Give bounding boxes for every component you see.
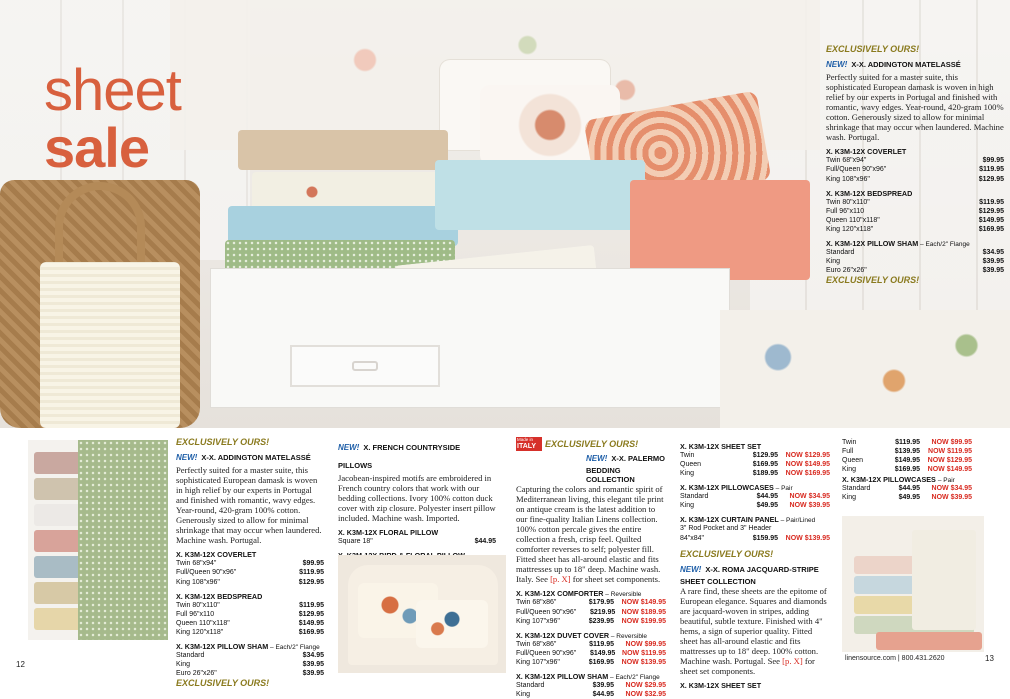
price: $44.95 [756,493,778,501]
price-row [680,451,830,460]
price: $169.95 [588,658,614,666]
page-ref-link[interactable]: [p. X] [782,655,803,666]
size-label: Twin 68"x86" [516,599,557,607]
price-row [338,537,496,546]
page-ref-link[interactable]: [p. X] [550,574,571,585]
price-row [176,660,324,669]
column-roma [680,437,830,690]
product-title: X. FRENCH COUNTRYSIDE PILLOWS [338,443,461,470]
price: $39.95 [302,670,324,678]
price-groups [826,147,1004,275]
sku-title: X. K3M-12X CURTAIN PANEL – Pair/Lined [680,515,816,525]
size-label: Euro 26"x26" [176,670,217,678]
price-row [516,640,666,649]
sku-title: X. K3M-12X COVERLET [176,550,257,560]
sku-title: X. K3M-12X BEDSPREAD [176,591,263,601]
price-row [516,681,666,690]
sale-price: NOW $119.95 [622,649,666,657]
size-label: Full/Queen 90"x96" [516,649,577,657]
pillows-chair-photo [338,555,506,673]
sale-price: NOW $29.95 [625,682,666,690]
sale-price: NOW $189.95 [621,608,666,616]
sku-title: X. K3M-12X FLORAL PILLOW [338,528,439,538]
page-number-left: 12 [16,660,25,669]
price: $239.95 [588,617,614,625]
price: $39.95 [302,661,324,669]
price-row [842,438,972,447]
price-row [826,175,1004,184]
roma-sheets-photo [842,516,984,652]
price-row [842,465,972,474]
price: $169.95 [978,225,1004,233]
column-addington [176,437,324,688]
price-row [516,658,666,667]
sku-title: X. K3M-12X BEDSPREAD [826,188,913,198]
sale-price: NOW $32.95 [625,691,666,699]
product-description: Perfectly suited for a master suite, this sophisticated European damask is woven in high relief by our experts in Portugal and finished with romantic, wavy edges. Year-round, 420-gram 100% cotton. Generously sized to allow for minimal shrinkage that may occur when laundered. Machine wash. Portugal. [176,465,322,546]
size-label: Twin [680,452,695,459]
price-row [842,456,972,465]
price: $119.95 [979,166,1004,174]
price: $179.95 [588,599,614,607]
price: $149.95 [589,649,616,657]
sheets-stack-photo [28,440,168,640]
size-label: Euro 26"x26" [826,267,867,275]
stack-tan [238,130,448,170]
price-row [680,492,830,501]
column-french-countryside [338,437,496,569]
floor-floral-sheet [720,310,1010,428]
price-row [176,628,324,637]
price-row [826,266,1004,275]
product-description: Perfectly suited for a master suite, this sophisticated European damask is woven in high relief by our experts in Portugal and finished with romantic, wavy edges. Year-round, 420-gram 100% cotton. Generously sized to allow for minimal shrinkage that may occur when laundered. Machine wash. Portugal. [826,72,1004,143]
price: $39.95 [592,682,614,690]
price-groups [176,550,324,678]
price-row [842,484,972,493]
size-label: Full/Queen 90"x96" [826,166,887,174]
sale-price: NOW $129.95 [927,457,972,465]
product-title-line2: BEDDING COLLECTION [586,466,635,484]
product-title-line2: SHEET COLLECTION [680,576,756,586]
sku-title: X. K3M-12X SHEET SET [680,681,762,691]
drawer-handle [352,361,378,371]
size-label: King 107"x96" [516,617,560,625]
price: $39.95 [982,258,1004,266]
size-label: Queen [842,457,864,465]
price-row [176,601,324,610]
sku-title: X. K3M-12X COMFORTER – Reversible [516,589,642,599]
sale-price: NOW $149.95 [621,599,666,607]
sku-title: X. K3M-12X SHEET SET [680,442,762,451]
sale-price: NOW $149.95 [927,466,972,474]
headline-line1: sheet [44,58,181,123]
size-label: Queen 110"x118" [826,216,880,224]
size-label: Twin 68"x94" [176,560,217,568]
price-groups [516,589,666,699]
price-row [516,649,666,658]
size-label: King [176,661,191,669]
price-row [516,608,666,617]
size-label: Standard [680,493,709,501]
price: $44.95 [898,485,920,493]
price: $129.95 [298,578,324,586]
size-label: Full 96"x110 [176,610,215,618]
price-row [176,568,324,577]
new-label: NEW! [680,564,702,574]
size-label: King [842,494,857,502]
price: $149.95 [298,619,324,627]
sku-title: X. K3M-12X COVERLET [826,147,907,157]
sale-price: NOW $39.95 [789,502,830,510]
price-row [826,225,1004,234]
price-rows [842,484,972,502]
sku-title: X. K3M-12X DUVET COVER – Reversible [516,630,647,640]
size-label: Full 96"x110 [826,207,865,215]
size-label: Full/Queen 90"x96" [176,569,237,577]
size-label: Full [842,448,854,456]
exclusive-label: EXCLUSIVELY OURS! [545,439,639,449]
size-label: Full/Queen 90"x96" [516,608,577,616]
price: $34.95 [982,248,1004,256]
italy-flag-badge: Made in ITALY [516,437,542,451]
size-label: Standard [516,682,545,690]
size-label: King 108"x96" [826,175,870,183]
footer-site: linensource.com | 800.431.2620 [845,655,945,662]
size-label: Twin 68"x94" [826,157,867,165]
price-row [680,460,830,469]
product-title: X-X. ADDINGTON MATELASSÉ [201,453,311,462]
sku-title: X. K3M-12X PILLOW SHAM – Each/2" Flange [826,238,970,248]
price-groups [680,442,830,524]
sku-title: X. K3M-12X PILLOW SHAM – Each/2" Flange [516,672,660,682]
price-row [826,198,1004,207]
size-label: King 107"x96" [516,658,560,666]
price: $169.95 [752,461,778,469]
size-label: King [516,691,531,699]
price: $119.95 [979,198,1004,206]
price: $44.95 [592,691,614,699]
product-title: X-X. ADDINGTON MATELASSÉ [851,60,961,69]
price-row [176,669,324,678]
price-row [176,578,324,587]
price: $119.95 [589,640,614,648]
headline-line2: sale [44,116,149,179]
price-row [826,156,1004,165]
curtain-note: 3" Rod Pocket and 3" Header [680,525,772,533]
price-row [516,617,666,626]
exclusive-label-end: EXCLUSIVELY OURS! [826,275,920,286]
price: $189.95 [752,470,778,478]
price-row [176,619,324,628]
product-title: X-X. ROMA JACQUARD-STRIPE [705,564,819,574]
price-row [842,493,972,502]
price-row [826,207,1004,216]
price-row [826,248,1004,257]
price-row [842,447,972,456]
knit-blanket [40,262,180,428]
sku-title: X. K3M-12X PILLOW SHAM – Each/2" Flange [176,642,320,652]
sale-price: NOW $149.95 [785,461,830,469]
size-label: Twin 80"x110" [826,198,870,206]
size-label: King [680,502,695,510]
new-label: NEW! [338,443,360,452]
product-description: Capturing the colors and romantic spirit of Mediterranean living, this elegant tile print on antique cream is the latest addition to our fine-quality Italian Linens collection. 100% cotton percale gives the entire collection a fresh, crisp feel. Quilted comforter reverses to self; polyester fill. Fitted sheet has all-around elastic and fits mattresses up to 18" deep. Machine wash. Italy. See [p. X] for sheet set components. [516,484,664,585]
price: $169.95 [298,628,324,636]
product-title: X-X. PALERMO [611,454,665,463]
new-label: NEW! [176,453,198,462]
price: $99.95 [982,157,1004,165]
price-row [176,610,324,619]
size-label: Twin 80"x110" [176,601,220,609]
price-rows [842,438,972,474]
price: $99.95 [302,560,324,568]
exclusive-label: EXCLUSIVELY OURS! [826,44,920,54]
price-row [516,598,666,607]
price-row [680,469,830,478]
sale-price: NOW $129.95 [785,452,830,459]
size-label: King [842,466,857,474]
size-label: Square 18" [338,538,373,546]
price-row: 84"x84" $159.95 NOW $139.95 [680,534,830,542]
size-label: Standard [826,248,855,256]
size-label: Queen 110"x118" [176,619,230,627]
new-label: NEW! [826,60,848,69]
sale-price: NOW $99.95 [625,640,666,648]
stack-light-blue [435,160,645,230]
price-row [176,651,324,660]
sku-title: X. K3M-12X PILLOWCASES – Pair [680,483,793,493]
sale-price: NOW $139.95 [621,658,666,666]
price: $129.95 [978,175,1004,183]
sku-title: X. K3M-12X PILLOWCASES – Pair [842,475,955,485]
size-label: King 120"x118" [176,628,224,636]
price-row [826,257,1004,266]
price-row [826,216,1004,225]
size-label: King [826,258,841,266]
sale-price: NOW $34.95 [789,493,830,501]
sale-price: NOW $169.95 [785,470,830,478]
price: $149.95 [978,216,1004,224]
size-label: King [680,470,695,478]
stack-coral [630,180,810,280]
size-label: Twin [842,439,857,446]
price: $219.95 [589,608,616,616]
price: $119.95 [299,569,324,577]
price: $49.95 [756,502,778,510]
product-description: Jacobean-inspired motifs are embroidered in French country colors that work with our bedding collections. Ivory 100% cotton duck cover with zip closure. Polyester insert pillow included. Machine wash. Imported. [338,473,496,524]
bench-drawer [290,345,440,387]
sale-price: NOW $34.95 [931,485,972,493]
size-label: King 120"x118" [826,225,874,233]
price: $149.95 [894,457,920,465]
sale-price: NOW $119.95 [928,448,972,456]
price: $169.95 [894,466,920,474]
size-label: Standard [842,485,871,493]
exclusive-label: EXCLUSIVELY OURS! [176,437,270,447]
sale-price: NOW $99.95 [931,439,972,446]
price-row [516,690,666,699]
new-label: NEW! [586,454,608,463]
exclusive-label-end: EXCLUSIVELY OURS! [176,678,270,689]
white-bench [210,268,730,408]
price-row [826,165,1004,174]
price: $139.95 [894,448,920,456]
price: $49.95 [898,494,920,502]
price: $119.95 [299,601,324,609]
exclusive-label: EXCLUSIVELY OURS! [680,548,774,559]
column-roma-prices [842,438,972,503]
product-description: A rare find, these sheets are the epitome of European elegance. Squares and diamonds are jacquard-woven in stripes, adding beautiful, subtle texture. Finished with 4" hems, a sign of superior quality. Fitted sheet has all-around elastic and fits mattresses up to 18" deep. 100% cotton. Machine wash. Portugal. See [p. X] for sheet set components. [680,585,827,677]
column-palermo [516,437,666,699]
sale-price: NOW $199.95 [621,617,666,625]
price-row [176,559,324,568]
page-number-right: 13 [985,654,994,663]
price: $119.95 [895,439,920,446]
price-row [680,501,830,510]
size-label: Standard [176,652,205,660]
price: $34.95 [302,652,324,660]
size-label: King 108"x96" [176,578,220,586]
price: $129.95 [752,452,778,459]
price: $129.95 [298,610,324,618]
hero-product-copy [826,44,1004,285]
price: $39.95 [982,267,1004,275]
size-label: Queen [680,461,702,469]
price: $129.95 [978,207,1004,215]
headline [44,58,181,179]
size-label: Twin 68"x86" [516,640,557,648]
sale-price: NOW $39.95 [931,494,972,502]
price: $44.95 [474,538,496,546]
